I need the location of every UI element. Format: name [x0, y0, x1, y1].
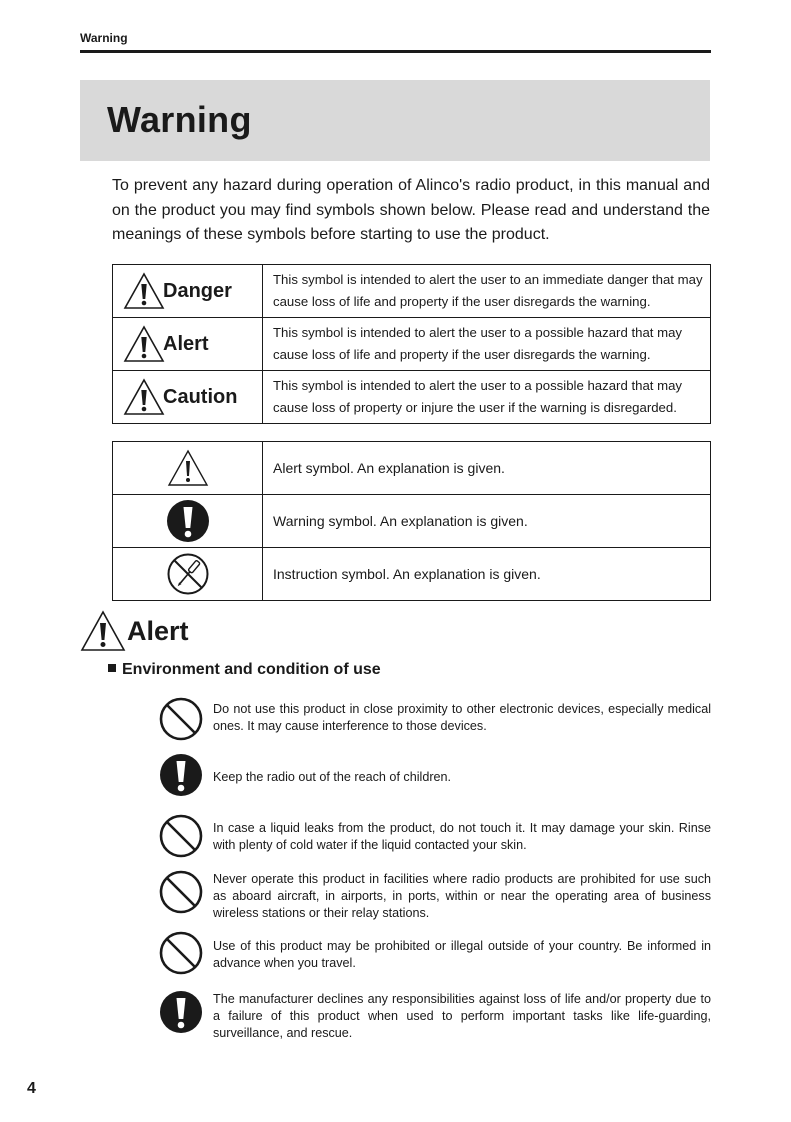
item-text: Use of this product may be prohibited or illegal outside of your country. Be informed in advance when you travel.	[213, 939, 711, 970]
warning-exclamation-icon	[166, 499, 210, 543]
level-label: Alert	[163, 332, 209, 355]
level-description: This symbol is intended to alert the user to a possible hazard that may cause loss of property or injure the user if the warning is disregarded.	[263, 371, 711, 424]
list-item	[159, 697, 711, 741]
intro-paragraph: To prevent any hazard during operation of Alinco's radio product, in this manual and on the product you may find symbols shown below. Please read and understand the meanings of these symbols before starting to use the product.	[112, 177, 710, 243]
section-subheading	[108, 661, 381, 679]
warning-triangle-icon	[123, 378, 165, 416]
table-row	[113, 318, 711, 371]
title-band	[80, 80, 710, 161]
square-bullet-icon	[108, 664, 116, 672]
list-item	[159, 814, 711, 858]
mandatory-exclamation-icon	[159, 990, 203, 1034]
symbol-description: Alert symbol. An explanation is given.	[263, 442, 711, 495]
alert-heading	[80, 610, 189, 652]
page-number: 4	[27, 1080, 36, 1097]
page-title: Warning	[107, 99, 252, 140]
table-row	[113, 548, 711, 601]
list-item	[159, 990, 711, 1042]
item-text: The manufacturer declines any responsibilities against loss of life and/or property due to a failure of this product when used to perform important tasks like life-guarding, surveillance, and rescue.	[213, 992, 711, 1040]
table-row	[113, 371, 711, 424]
level-description: This symbol is intended to alert the user to an immediate danger that may cause loss of life and property if the user disregards the warning.	[263, 265, 711, 318]
instruction-screwdriver-icon	[166, 552, 210, 596]
header-rule	[80, 50, 711, 53]
list-item	[159, 870, 711, 922]
level-label: Danger	[163, 279, 232, 302]
table-row	[113, 442, 711, 495]
subheading-label: Environment and condition of use	[122, 661, 381, 678]
alert-triangle-icon	[167, 449, 209, 487]
mandatory-exclamation-icon	[159, 753, 203, 797]
warning-triangle-icon	[80, 610, 126, 652]
item-text: Keep the radio out of the reach of children.	[213, 770, 452, 784]
warning-triangle-icon	[123, 272, 165, 310]
list-item	[159, 931, 711, 975]
table-row	[113, 495, 711, 548]
item-text: Do not use this product in close proximity to other electronic devices, especially medical ones. It may cause interference to those devices.	[213, 702, 711, 733]
item-text: In case a liquid leaks from the product, do not touch it. It may damage your skin. Rinse with plenty of cold water if the liquid contacted your skin.	[213, 821, 711, 852]
warning-triangle-icon	[123, 325, 165, 363]
prohibition-icon	[159, 870, 203, 914]
hazard-levels-table	[112, 264, 711, 424]
alert-heading-label: Alert	[127, 615, 189, 646]
running-header: Warning	[80, 31, 128, 45]
symbol-description: Warning symbol. An explanation is given.	[263, 495, 711, 548]
table-row	[113, 265, 711, 318]
prohibition-icon	[159, 931, 203, 975]
level-description: This symbol is intended to alert the user to a possible hazard that may cause loss of life and property if the user disregards the warning.	[263, 318, 711, 371]
level-label: Caution	[163, 385, 238, 408]
symbols-table	[112, 441, 711, 601]
item-text: Never operate this product in facilities where radio products are prohibited for use such as aboard aircraft, in airports, in ports, within or near the operating area of business wireless stations or their relay stations.	[213, 872, 711, 920]
prohibition-icon	[159, 697, 203, 741]
symbol-description: Instruction symbol. An explanation is given.	[263, 548, 711, 601]
prohibition-icon	[159, 814, 203, 858]
list-item	[159, 753, 711, 797]
